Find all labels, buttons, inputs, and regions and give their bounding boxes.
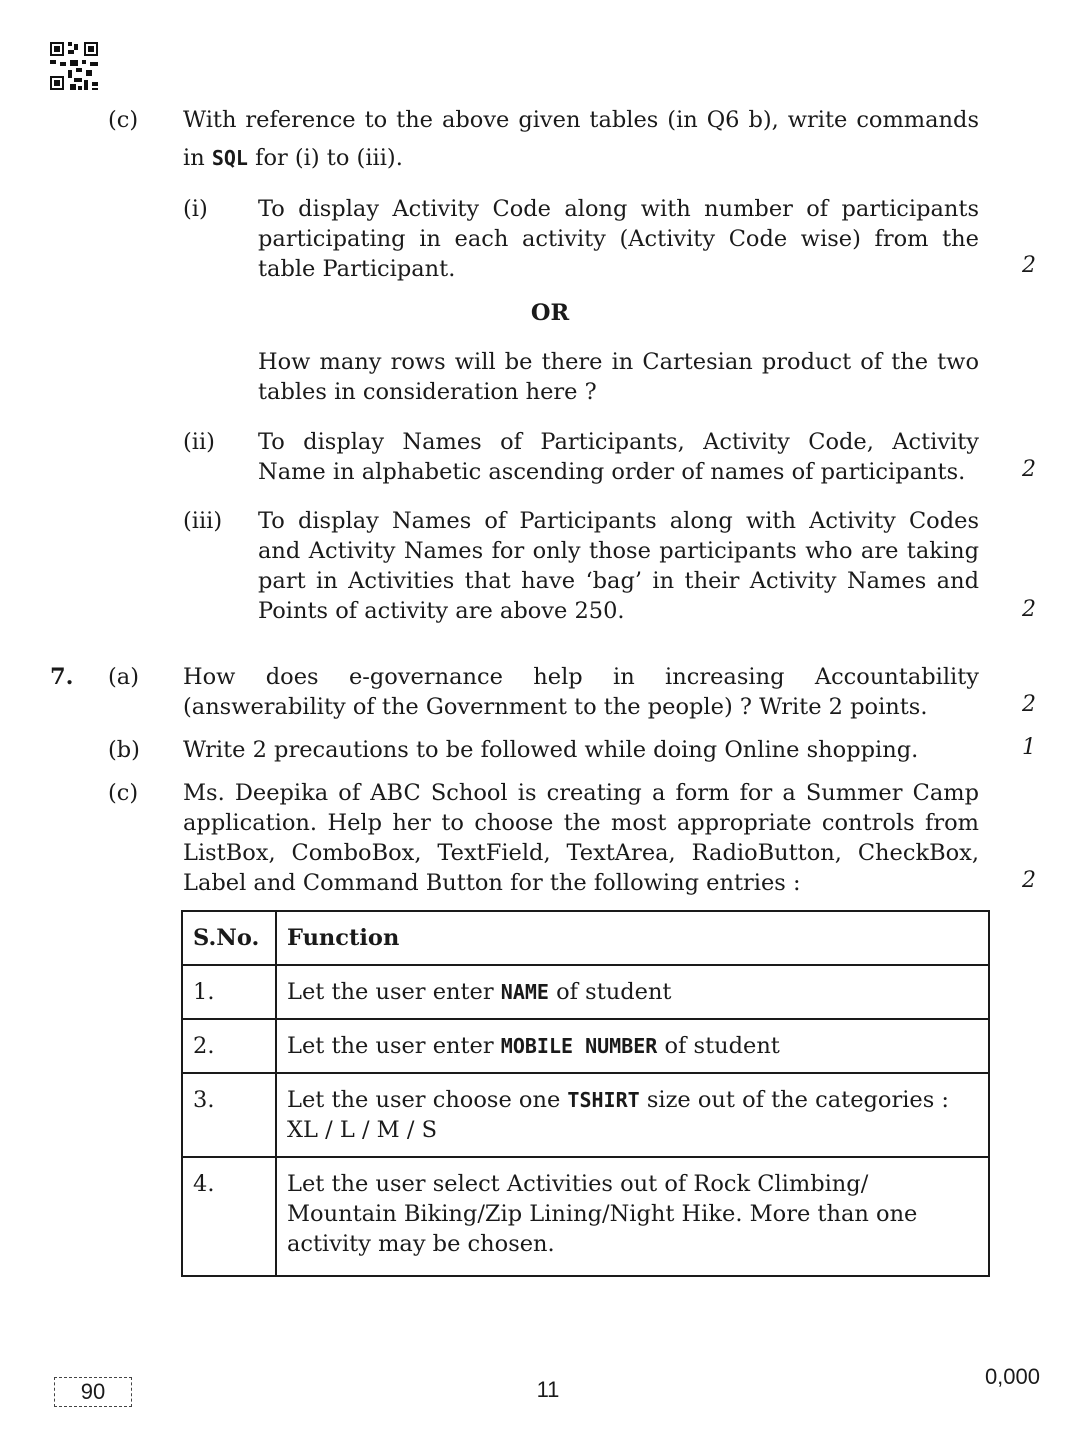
or-question-line: How many rows will be there in Cartesian product of the two [258, 349, 979, 375]
sno-cell: 1. [182, 965, 276, 1019]
part-iii-marks: 2 [1022, 597, 1036, 622]
part-ii-marks: 2 [1022, 457, 1036, 482]
q7c-label: (c) [108, 780, 139, 806]
part-iii-line: Points of activity are above 250. [258, 598, 625, 624]
q6c-label: (c) [108, 107, 139, 133]
q7b-marks: 1 [1022, 735, 1036, 760]
q7c-marks: 2 [1022, 868, 1036, 893]
footer-print-code: 0,000 [984, 1364, 1040, 1389]
table-row [182, 1019, 989, 1073]
part-iii-line: and Activity Names for only those participants who are taking [258, 538, 979, 564]
column-header-function: Function [276, 911, 989, 965]
part-iii-line: part in Activities that have ‘bag’ in their Activity Names and [258, 568, 979, 594]
part-i-line: To display Activity Code along with number of participants [258, 196, 979, 222]
q7a-line: (answerability of the Government to the people) ? Write 2 points. [183, 694, 928, 720]
table-row [182, 1073, 989, 1157]
part-i-line: participating in each activity (Activity Code wise) from the [258, 226, 979, 252]
controls-table [181, 910, 990, 1277]
part-i-label: (i) [183, 196, 208, 222]
function-cell: Let the user choose one TSHIRT size out of the categories : XL / L / M / S [276, 1073, 989, 1157]
q7c-line: application. Help her to choose the most appropriate controls from [183, 810, 979, 836]
table-row [182, 1157, 989, 1276]
part-ii-label: (ii) [183, 429, 215, 455]
part-iii-label: (iii) [183, 508, 223, 534]
qr-code-icon [50, 42, 98, 90]
q7b-line: Write 2 precautions to be followed while doing Online shopping. [183, 737, 919, 763]
page-number: 11 [536, 1377, 560, 1402]
q7a-label: (a) [108, 664, 139, 690]
question-number: 7. [50, 664, 74, 690]
function-cell: Let the user enter MOBILE NUMBER of student [276, 1019, 989, 1073]
part-i-marks: 2 [1022, 253, 1036, 278]
field-keyword: MOBILE NUMBER [500, 1034, 658, 1058]
column-header-sno: S.No. [182, 911, 276, 965]
part-ii-line: To display Names of Participants, Activity Code, Activity [258, 429, 979, 455]
q7b-label: (b) [108, 737, 140, 763]
part-ii-line: Name in alphabetic ascending order of names of participants. [258, 459, 966, 485]
table-row [182, 965, 989, 1019]
or-separator: OR [530, 300, 570, 326]
q7a-marks: 2 [1022, 692, 1036, 717]
q6c-line-2: in SQL for (i) to (iii). [183, 145, 403, 171]
field-keyword: NAME [500, 980, 549, 1004]
q6c-line-1: With reference to the above given tables (in Q6 b), write commands [183, 107, 979, 133]
function-cell: Let the user select Activities out of Rock Climbing/ Mountain Biking/Zip Lining/Night Hike. More than one activity may be chosen. [276, 1157, 989, 1276]
q7c-line: Label and Command Button for the following entries : [183, 870, 801, 896]
q7c-line: Ms. Deepika of ABC School is creating a form for a Summer Camp [183, 780, 979, 806]
function-cell: Let the user enter NAME of student [276, 965, 989, 1019]
paper-code-box: 90 [54, 1377, 132, 1407]
sno-cell: 2. [182, 1019, 276, 1073]
q7c-line: ListBox, ComboBox, TextField, TextArea, RadioButton, CheckBox, [183, 840, 979, 866]
sno-cell: 4. [182, 1157, 276, 1276]
part-iii-line: To display Names of Participants along with Activity Codes [258, 508, 979, 534]
sql-keyword: SQL [211, 146, 248, 170]
field-keyword: TSHIRT [567, 1088, 640, 1112]
table-header-row [182, 911, 989, 965]
sno-cell: 3. [182, 1073, 276, 1157]
or-question-line: tables in consideration here ? [258, 379, 597, 405]
q7a-line: How does e-governance help in increasing Accountability [183, 664, 979, 690]
part-i-line: table Participant. [258, 256, 456, 282]
